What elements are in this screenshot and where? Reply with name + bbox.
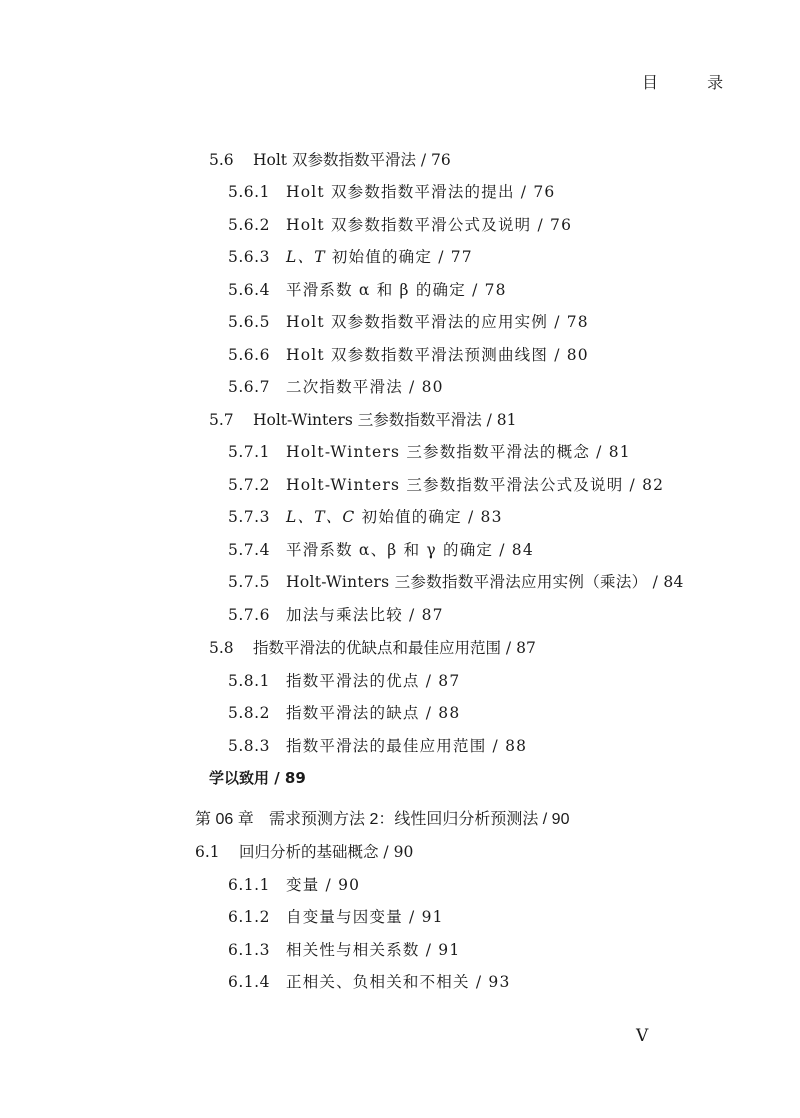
toc-entry-5-6-1[interactable] xyxy=(228,182,555,202)
section-number: 5.8.3 xyxy=(228,737,270,755)
toc-entry-6-1-3[interactable] xyxy=(228,940,460,960)
section-title: 指数平滑法的最佳应用范围 / 88 xyxy=(286,737,528,755)
section-number: 6.1.1 xyxy=(228,876,270,894)
section-number: 5.8.1 xyxy=(228,672,270,690)
section-number: 5.8 xyxy=(209,639,234,657)
toc-entry-5-6[interactable] xyxy=(209,150,451,170)
section-title: Holt-Winters 三参数指数平滑法的概念 / 81 xyxy=(286,443,631,461)
section-number: 6.1.4 xyxy=(228,973,270,991)
section-number: 6.1 xyxy=(195,843,220,861)
section-number: 5.6.4 xyxy=(228,281,270,299)
section-number: 5.7.3 xyxy=(228,508,270,526)
section-number: 5.8.2 xyxy=(228,704,270,722)
section-title: 指数平滑法的优点 / 87 xyxy=(286,672,461,690)
section-number: 5.7.2 xyxy=(228,476,270,494)
toc-entry-5-7-2[interactable] xyxy=(228,475,664,495)
toc-entry-6-1-2[interactable] xyxy=(228,907,444,927)
toc-entry-5-7-3[interactable] xyxy=(228,507,503,527)
toc-entry-5-6-5[interactable] xyxy=(228,312,589,332)
section-number: 5.7 xyxy=(209,411,234,429)
chapter-number: 第 06 章 xyxy=(195,811,254,828)
toc-entry-5-7[interactable] xyxy=(209,410,517,430)
section-number: 5.6.5 xyxy=(228,313,270,331)
toc-entry-5-8[interactable] xyxy=(209,638,536,658)
section-title-variables: L、T、C xyxy=(286,508,356,526)
section-title: Holt 双参数指数平滑法的提出 / 76 xyxy=(286,183,556,201)
section-number: 5.6.3 xyxy=(228,248,270,266)
section-title: 二次指数平滑法 / 80 xyxy=(286,378,444,396)
toc-entry-5-8-1[interactable] xyxy=(228,671,460,691)
toc-entry-5-6-6[interactable] xyxy=(228,345,589,365)
section-title: 初始值的确定 / 77 xyxy=(325,248,473,266)
section-number: 5.6.7 xyxy=(228,378,270,396)
toc-entry-5-6-7[interactable] xyxy=(228,377,444,397)
section-title: Holt-Winters 三参数指数平滑法公式及说明 / 82 xyxy=(286,476,665,494)
section-number: 6.1.2 xyxy=(228,908,270,926)
section-title: 学以致用 / 89 xyxy=(209,769,306,787)
chapter-title: 需求预测方法 2：线性回归分析预测法 / 90 xyxy=(269,811,570,828)
section-number: 5.6.1 xyxy=(228,183,270,201)
toc-entry-5-8-3[interactable] xyxy=(228,736,527,756)
section-title: 正相关、负相关和不相关 / 93 xyxy=(286,973,511,991)
page-number: V xyxy=(636,1026,649,1046)
toc-entry-5-6-2[interactable] xyxy=(228,215,572,235)
toc-entry-5-7-1[interactable] xyxy=(228,442,631,462)
toc-entry-5-7-4[interactable] xyxy=(228,540,534,560)
section-number: 5.6.2 xyxy=(228,216,270,234)
section-title: 初始值的确定 / 83 xyxy=(355,508,503,526)
toc-entry-chapter-06[interactable] xyxy=(195,810,569,830)
section-number: 5.6.6 xyxy=(228,346,270,364)
toc-entry-practice[interactable] xyxy=(209,768,306,788)
toc-entry-5-6-3[interactable] xyxy=(228,247,473,267)
section-title: 加法与乘法比较 / 87 xyxy=(286,606,444,624)
section-title: 相关性与相关系数 / 91 xyxy=(286,941,461,959)
toc-entry-6-1-4[interactable] xyxy=(228,972,511,992)
section-title: 指数平滑法的优缺点和最佳应用范围 / 87 xyxy=(253,639,536,657)
toc-entry-5-7-6[interactable] xyxy=(228,605,444,625)
section-number: 5.7.1 xyxy=(228,443,270,461)
toc-entry-6-1[interactable] xyxy=(195,842,413,862)
section-title: 平滑系数 α 和 β 的确定 / 78 xyxy=(286,281,507,299)
toc-entry-5-6-4[interactable] xyxy=(228,280,507,300)
section-title: 自变量与因变量 / 91 xyxy=(286,908,444,926)
section-title: Holt 双参数指数平滑公式及说明 / 76 xyxy=(286,216,573,234)
section-title: Holt 双参数指数平滑法 / 76 xyxy=(253,151,451,169)
section-number: 5.7.6 xyxy=(228,606,270,624)
section-title: 指数平滑法的缺点 / 88 xyxy=(286,704,461,722)
section-title: Holt-Winters 三参数指数平滑法应用实例（乘法） / 84 xyxy=(286,573,684,591)
section-title: 平滑系数 α、β 和 γ 的确定 / 84 xyxy=(286,541,534,559)
toc-entry-5-7-5[interactable] xyxy=(228,572,684,592)
running-header: 目 录 xyxy=(642,73,746,92)
section-number: 5.7.4 xyxy=(228,541,270,559)
section-title-variables: L、T xyxy=(286,248,326,266)
toc-entry-5-8-2[interactable] xyxy=(228,703,460,723)
section-title: 变量 / 90 xyxy=(286,876,361,894)
toc-entry-6-1-1[interactable] xyxy=(228,875,360,895)
section-title: Holt 双参数指数平滑法的应用实例 / 78 xyxy=(286,313,589,331)
section-title: Holt-Winters 三参数指数平滑法 / 81 xyxy=(253,411,517,429)
section-title: Holt 双参数指数平滑法预测曲线图 / 80 xyxy=(286,346,589,364)
section-number: 5.6 xyxy=(209,151,234,169)
section-number: 6.1.3 xyxy=(228,941,270,959)
section-title: 回归分析的基础概念 / 90 xyxy=(239,843,414,861)
section-number: 5.7.5 xyxy=(228,573,270,591)
